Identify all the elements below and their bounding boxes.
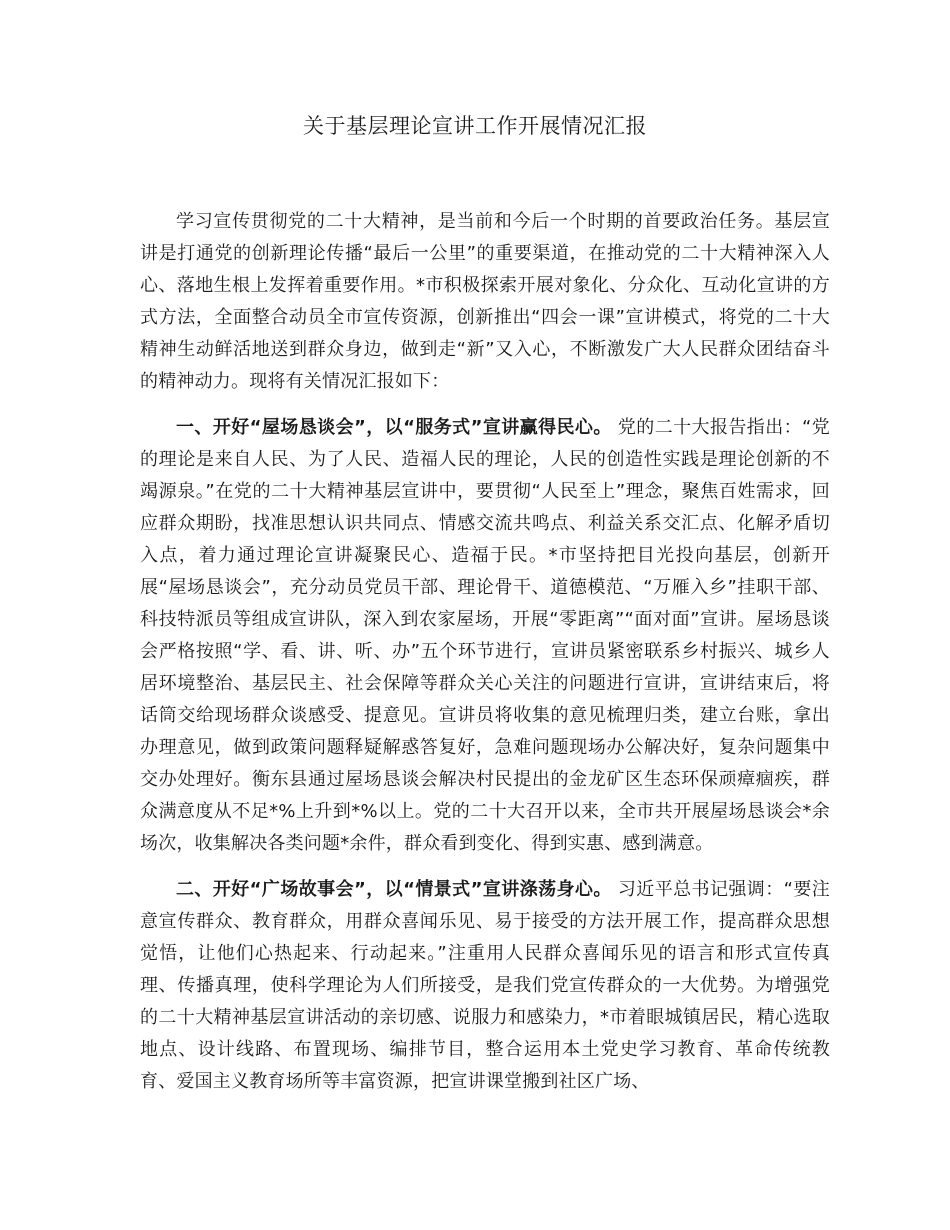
paragraph-text: 党的二十大报告指出：“党的理论是来自人民、为了人民、造福人民的理论，人民的创造性实践是理论创新的不竭源泉。”在党的二十大精神基层宣讲中，要贯彻“人民至上”理念，聚焦百姓需求，回应群众期盼，找准思想认识共同点、情感交流共鸣点、利益关系交汇点、化解矛盾切入点，着力通过理论宣讲凝聚民心、造福于民。*市坚持把目光投向基层，创新开展“屋场恳谈会”，充分动员党员干部、理论骨干、道德模范、“万雁入乡”挂职干部、科技特派员等组成宣讲队，深入到农家屋场，开展“零距离”“面对面”宣讲。屋场恳谈会严格按照“学、看、讲、听、办”五个环节进行，宣讲员紧密联系乡村振兴、城乡人居环境整治、基层民主、社会保障等群众关心关注的问题进行宣讲，宣讲结束后，将话筒交给现场群众谈感受、提意见。宣讲员将收集的意见梳理归类，建立台账，拿出办理意见，做到政策问题释疑解惑答复好，急难问题现场办公解决好，复杂问题集中交办处理好。衡东县通过屋场恳谈会解决村民提出的金龙矿区生态环保顽瘴痼疾，群众满意度从不足*%上升到*%以上。党的二十大召开以来，全市共开展屋场恳谈会*余场次，收集解决各类问题*余件，群众看到变化、得到实惠、感到满意。 — [140, 417, 830, 854]
paragraph-section-1 — [140, 412, 830, 860]
paragraph-text: 学习宣传贯彻党的二十大精神，是当前和今后一个时期的首要政治任务。基层宣讲是打通党的创新理论传播“最后一公里”的重要渠道，在推动党的二十大精神深入人心、落地生根上发挥着重要作用。*市积极探索开展对象化、分众化、互动化宣讲的方式方法，全面整合动员全市宣传资源，创新推出“四会一课”宣讲模式，将党的二十大精神生动鲜活地送到群众身边，做到走“新”又入心，不断激发广大人民群众团结奋斗的精神动力。现将有关情况汇报如下： — [140, 211, 830, 392]
paragraph-section-2 — [140, 874, 830, 1098]
section-heading: 一、开好“屋场恳谈会”，以“服务式”宣讲赢得民心。 — [176, 417, 612, 438]
document-title: 关于基层理论宣讲工作开展情况汇报 — [303, 114, 647, 138]
paragraph-intro — [140, 206, 830, 398]
section-heading: 二、开好“广场故事会”，以“情景式”宣讲涤荡身心。 — [176, 879, 612, 900]
document-body — [140, 206, 830, 1112]
paragraph-text: 习近平总书记强调：“要注意宣传群众、教育群众，用群众喜闻乐见、易于接受的方法开展工作，提高群众思想觉悟，让他们心热起来、行动起来。”注重用人民群众喜闻乐见的语言和形式宣传真理、传播真理，使科学理论为人们所接受，是我们党宣传群众的一大优势。为增强党的二十大精神基层宣讲活动的亲切感、说服力和感染力，*市着眼城镇居民，精心选取地点、设计线路、布置现场、编排节目，整合运用本土党史学习教育、革命传统教育、爱国主义教育场所等丰富资源，把宣讲课堂搬到社区广场、 — [140, 879, 830, 1092]
